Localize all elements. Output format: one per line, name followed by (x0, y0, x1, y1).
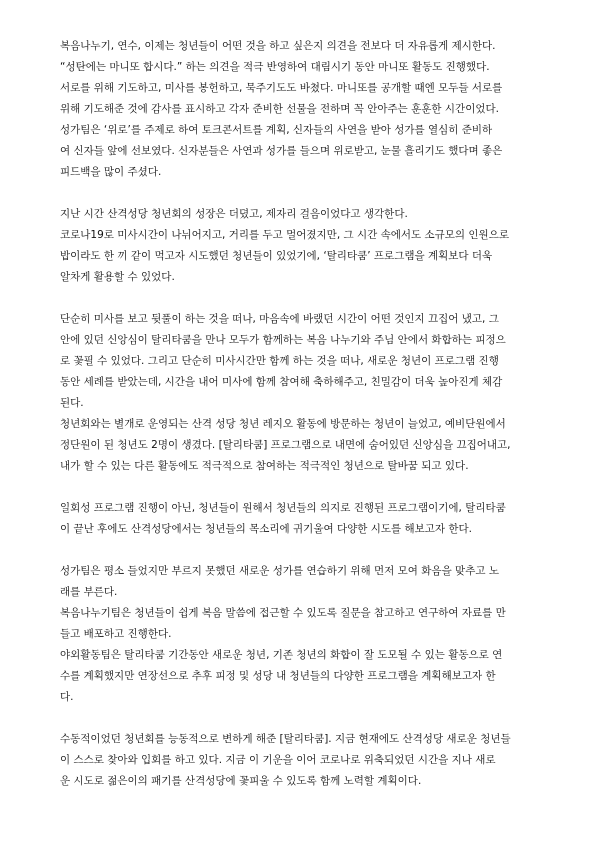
paragraph-spacer (60, 540, 550, 561)
text-line: 일회성 프로그램 진행이 아닌, 청년들이 원해서 청년들의 의지로 진행된 프로그램이기에, 탈리타쿰 (60, 502, 506, 514)
text-line: 야외활동팀은 탈리타쿰 기간동안 새로운 청년, 기존 청년의 화합이 잘 도모될 수 있는 활동으로 연 (60, 649, 503, 661)
text-line: 수동적이었던 청년회를 능동적으로 변하게 해준 [탈리타쿰]. 지금 현재에도 산격성당 새로운 청년들 (60, 733, 511, 745)
paragraph (60, 729, 550, 792)
text-line: 내가 할 수 있는 다른 활동에도 적극적으로 참여하는 적극적인 청년으로 탈바꿈 되고 있다. (60, 460, 469, 472)
text-line: 청년회와는 별개로 운영되는 산격 성당 청년 레지오 활동에 방문하는 청년이 늘었고, 예비단원에서 (60, 418, 506, 430)
paragraph (60, 204, 550, 288)
text-line: 지난 시간 산격성당 청년회의 성장은 더뎠고, 제자리 걸음이었다고 생각한다. (60, 208, 408, 220)
text-line: “성탄에는 마니또 합시다.” 하는 의견을 적극 반영하여 대림시기 동안 마니또 활동도 진행했다. (60, 61, 490, 73)
paragraph-spacer (60, 288, 550, 309)
paragraph (60, 36, 550, 183)
paragraph (60, 309, 550, 477)
text-line: 래를 부른다. (60, 586, 118, 598)
text-line: 여 신자들 앞에 선보였다. 신자분들은 사연과 성가를 들으며 위로받고, 눈물 흘리기도 했다며 좋은 (60, 145, 503, 157)
text-line: 로 꽃필 수 있었다. 그리고 단순히 미사시간만 함께 하는 것을 떠나, 새로운 청년이 프로그램 진행 (60, 355, 499, 367)
text-line: 위해 기도해준 것에 감사를 표시하고 각자 준비한 선물을 전하며 꼭 안아주는 훈훈한 시간이었다. (60, 103, 499, 115)
text-line: 이 스스로 찾아와 입회를 하고 있다. 지금 이 기운을 이어 코로나로 위축되었던 시간을 지나 새로 (60, 754, 496, 766)
paragraph (60, 498, 550, 540)
paragraph (60, 561, 550, 708)
text-line: 서로를 위해 기도하고, 미사를 봉헌하고, 묵주기도도 바쳤다. 마니또를 공개할 때엔 모두들 서로를 (60, 82, 503, 94)
text-line: 정단원이 된 청년도 2명이 생겼다. [탈리타쿰] 프로그램으로 내면에 숨어있던 신앙심을 끄집어내고, (60, 439, 511, 451)
text-line: 복음나누기, 연수, 이제는 청년들이 어떤 것을 하고 싶은지 의견을 전보다 더 자유롭게 제시한다. (60, 40, 496, 52)
text-line: 성가팀은 ‘위로’를 주제로 하여 토크콘서트를 계획, 신자들의 사연을 받아 성가를 열심히 준비하 (60, 124, 493, 136)
text-line: 안에 있던 신앙심이 탈리타쿰을 만나 모두가 함께하는 복음 나누기와 주님 안에서 화합하는 피정으 (60, 334, 506, 346)
paragraph-spacer (60, 183, 550, 204)
document-body (60, 36, 550, 792)
paragraph-spacer (60, 477, 550, 498)
paragraph-spacer (60, 708, 550, 729)
text-line: 수를 계획했지만 연장선으로 추후 피정 및 성당 내 청년들의 다양한 프로그램을 계획해보고자 한 (60, 670, 496, 682)
text-line: 다. (60, 691, 74, 703)
text-line: 알차게 활용할 수 있었다. (60, 271, 175, 283)
text-line: 피드백을 많이 주셨다. (60, 166, 162, 178)
text-line: 코로나19로 미사시간이 나뉘어지고, 거리를 두고 멀어졌지만, 그 시간 속에서도 소규모의 인원으로 (60, 229, 509, 241)
text-line: 단순히 미사를 보고 뒷풀이 하는 것을 떠나, 마음속에 바랬던 시간이 어떤 것인지 끄집어 냈고, 그 (60, 313, 499, 325)
text-line: 운 시도로 젊은이의 패기를 산격성당에 꽃피울 수 있도록 함께 노력할 계획이다. (60, 775, 422, 787)
text-line: 들고 배포하고 진행한다. (60, 628, 172, 640)
text-line: 이 끝난 후에도 산격성당에서는 청년들의 목소리에 귀기울여 다양한 시도를 해보고자 한다. (60, 523, 473, 535)
text-line: 성가팀은 평소 들었지만 부르지 못했던 새로운 성가를 연습하기 위해 먼저 모여 화음을 맞추고 노 (60, 565, 499, 577)
text-line: 동안 세례를 받았는데, 시간을 내어 미사에 함께 참여해 축하해주고, 친밀감이 더욱 높아진게 체감 (60, 376, 503, 388)
text-line: 된다. (60, 397, 84, 409)
text-line: 밥이라도 한 끼 같이 먹고자 시도했던 청년들이 있었기에, ‘탈리타쿰’ 프로그램을 계획보다 더욱 (60, 250, 493, 262)
text-line: 복음나누기팀은 청년들이 쉽게 복음 말씀에 접근할 수 있도록 질문을 참고하고 연구하여 자료를 만 (60, 607, 506, 619)
